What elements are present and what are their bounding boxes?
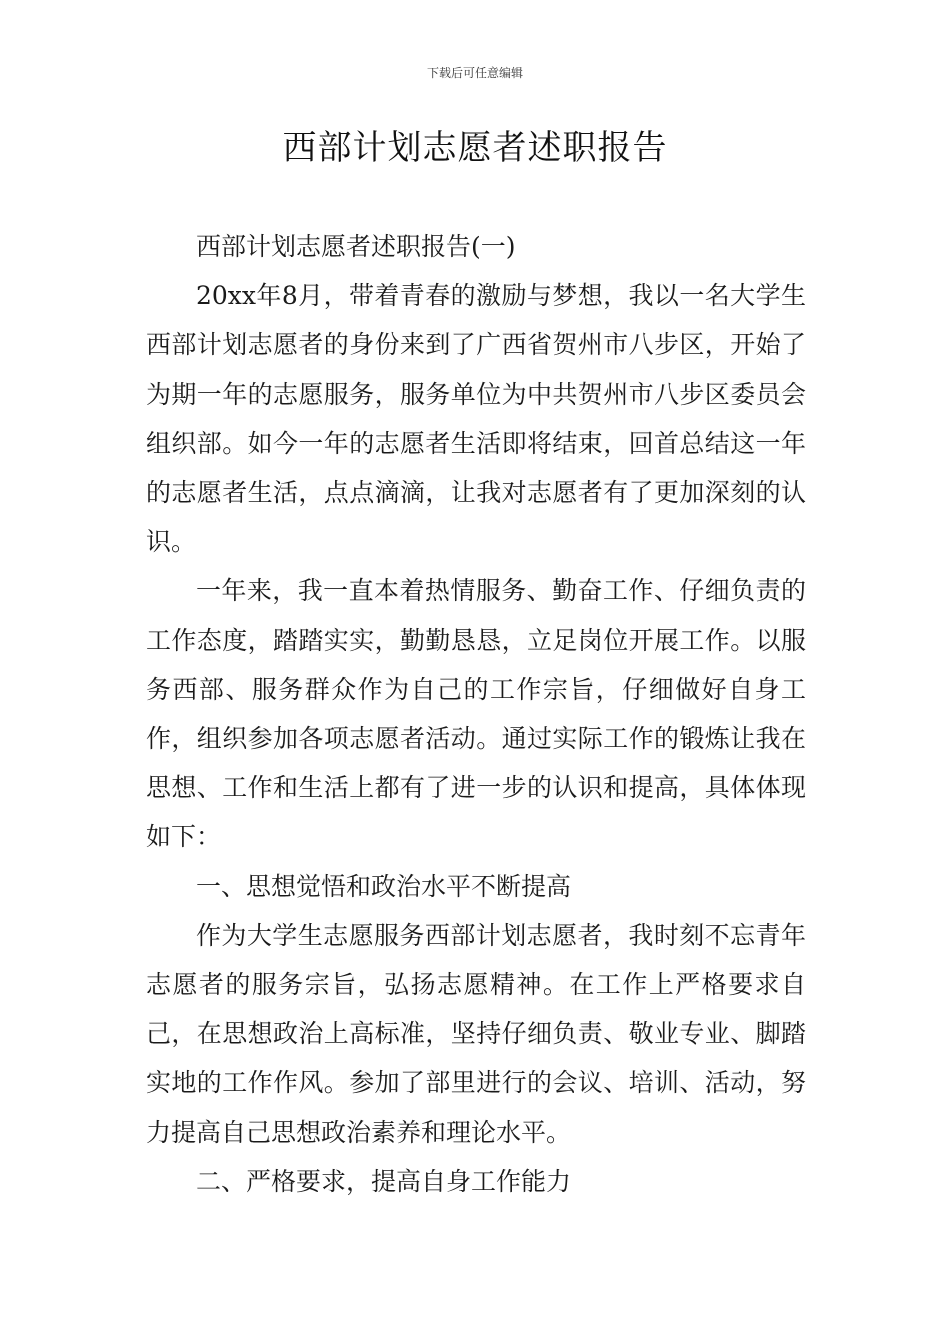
document-title: 西部计划志愿者述职报告 — [282, 128, 668, 168]
subtitle-paragraph: 西部计划志愿者述职报告(一) — [196, 232, 516, 261]
document-body — [146, 222, 806, 1206]
intro-paragraph: 20xx年8月，带着青春的激励与梦想，我以一名大学生西部计划志愿者的身份来到了广西省贺州市八步区，开始了为期一年的志愿服务，服务单位为中共贺州市八步区委员会组织部。如今一年的志愿者生活即将结束，回首总结这一年的志愿者生活，点点滴滴，让我对志愿者有了更加深刻的认识。 — [146, 281, 806, 557]
section-heading-2: 二、严格要求，提高自身工作能力 — [196, 1166, 572, 1196]
header-note: 下载后可任意编辑 — [426, 66, 523, 80]
section-1-paragraph: 作为大学生志愿服务西部计划志愿者，我时刻不忘青年志愿者的服务宗旨，弘扬志愿精神。在工作上严格要求自己，在思想政治上高标准，坚持仔细负责、敬业专业、脚踏实地的工作作风。参加了部里进行的会议、培训、活动，努力提高自己思想政治素养和理论水平。 — [146, 920, 806, 1147]
summary-paragraph: 一年来，我一直本着热情服务、勤奋工作、仔细负责的工作态度，踏踏实实，勤勤恳恳，立足岗位开展工作。以服务西部、服务群众作为自己的工作宗旨，仔细做好自身工作，组织参加各项志愿者活动。通过实际工作的锻炼让我在思想、工作和生活上都有了进一步的认识和提高，具体体现如下： — [146, 576, 806, 852]
section-heading-1: 一、思想觉悟和政治水平不断提高 — [196, 871, 572, 901]
